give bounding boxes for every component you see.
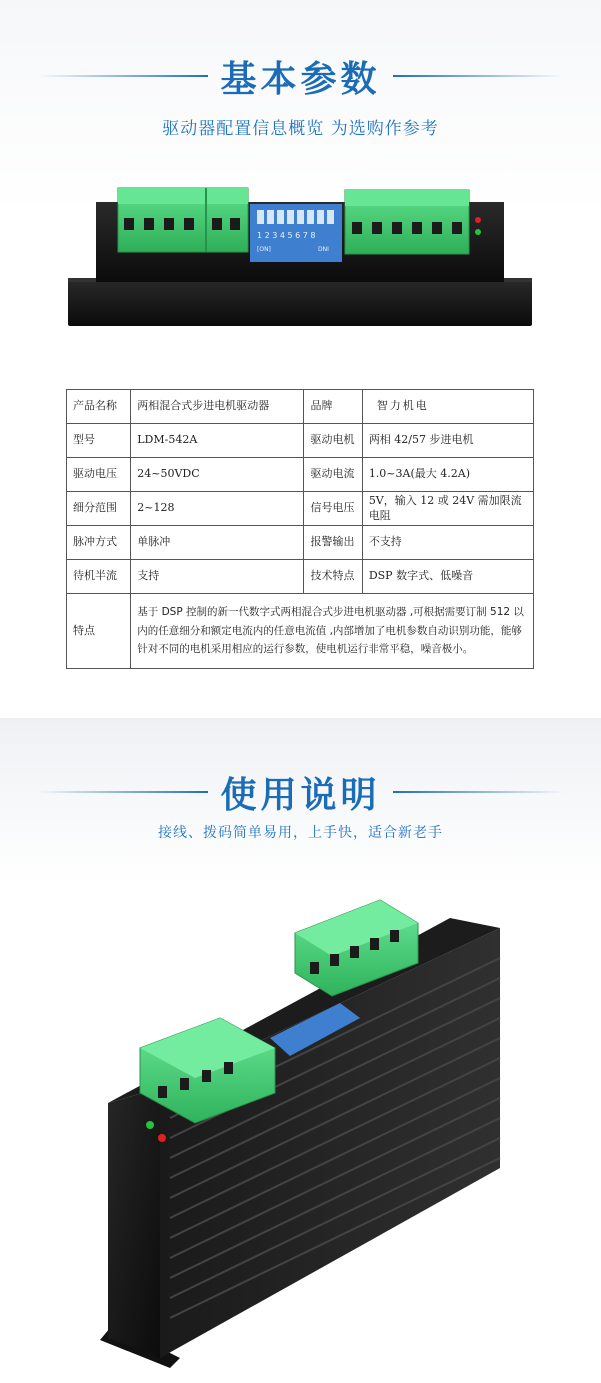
spec-value: 不支持 bbox=[362, 526, 533, 560]
spec-table bbox=[66, 389, 534, 669]
driver-top-view-image bbox=[60, 180, 540, 330]
heading-divider-left bbox=[38, 75, 208, 77]
right-terminal-block bbox=[345, 190, 469, 254]
spec-value: DSP 数字式、低噪音 bbox=[362, 560, 533, 594]
usage-heading bbox=[0, 770, 601, 814]
heading-divider-right bbox=[393, 791, 563, 793]
spec-label: 驱动电机 bbox=[304, 424, 362, 458]
spec-value: 2~128 bbox=[131, 492, 304, 526]
spec-value: 支持 bbox=[131, 560, 304, 594]
usage-subtitle: 接线、拨码简单易用，上手快，适合新老手 bbox=[158, 825, 443, 841]
spec-value: 两相 42/57 步进电机 bbox=[362, 424, 533, 458]
spec-label: 驱动电压 bbox=[67, 458, 131, 492]
spec-label: 信号电压 bbox=[304, 492, 362, 526]
spec-label: 产品名称 bbox=[67, 390, 131, 424]
spec-label: 脉冲方式 bbox=[67, 526, 131, 560]
left-terminal-block bbox=[118, 188, 248, 252]
spec-label: 品牌 bbox=[304, 390, 362, 424]
table-row bbox=[67, 390, 534, 424]
spec-value: 24~50VDC bbox=[131, 458, 304, 492]
dip-dni-mark: DNI bbox=[318, 246, 329, 253]
usage-title: 使用说明 bbox=[220, 774, 381, 816]
spec-label: 型号 bbox=[67, 424, 131, 458]
spec-value: LDM-542A bbox=[131, 424, 304, 458]
led-green-3d bbox=[146, 1121, 154, 1129]
led-green bbox=[475, 229, 481, 235]
feature-label: 特点 bbox=[67, 594, 131, 669]
spec-value: 单脉冲 bbox=[131, 526, 304, 560]
spec-value: 1.0~3A(最大 4.2A) bbox=[362, 458, 533, 492]
spec-value: 两相混合式步进电机驱动器 bbox=[131, 390, 304, 424]
params-subtitle: 驱动器配置信息概览 为选购作参考 bbox=[162, 119, 439, 139]
params-title: 基本参数 bbox=[220, 58, 381, 100]
table-row bbox=[67, 492, 534, 526]
spec-label: 驱动电流 bbox=[304, 458, 362, 492]
spec-value bbox=[362, 390, 533, 424]
params-heading bbox=[0, 54, 601, 98]
heading-divider-left bbox=[38, 791, 208, 793]
dip-numbers: 1 2 3 4 5 6 7 8 bbox=[257, 231, 316, 240]
driver-3d-image bbox=[100, 888, 540, 1368]
led-red bbox=[475, 217, 481, 223]
spec-label: 待机半流 bbox=[67, 560, 131, 594]
table-row bbox=[67, 526, 534, 560]
spec-label: 细分范围 bbox=[67, 492, 131, 526]
spec-label: 报警输出 bbox=[304, 526, 362, 560]
spec-value: 5V，输入 12 或 24V 需加限流电阻 bbox=[362, 492, 533, 526]
dip-on-mark: [ON] bbox=[257, 246, 271, 253]
led-red-3d bbox=[158, 1134, 166, 1142]
table-row bbox=[67, 458, 534, 492]
table-row bbox=[67, 594, 534, 669]
dip-switch bbox=[250, 204, 342, 262]
usage-section bbox=[0, 718, 601, 1383]
table-row bbox=[67, 560, 534, 594]
feature-description: 基于 DSP 控制的新一代数字式两相混合式步进电机驱动器 ,可根据需要订制 512 以内的任意细分和额定电流内的任意电流值 ,内部增加了电机参数自动识别功能，能够针对不同的电机采用相应的运行参数，使电机运行非常平稳，噪音极小。 bbox=[131, 594, 534, 669]
spec-label: 技术特点 bbox=[304, 560, 362, 594]
brand-value: 智力机电 bbox=[376, 399, 429, 413]
heading-divider-right bbox=[393, 75, 563, 77]
table-row bbox=[67, 424, 534, 458]
